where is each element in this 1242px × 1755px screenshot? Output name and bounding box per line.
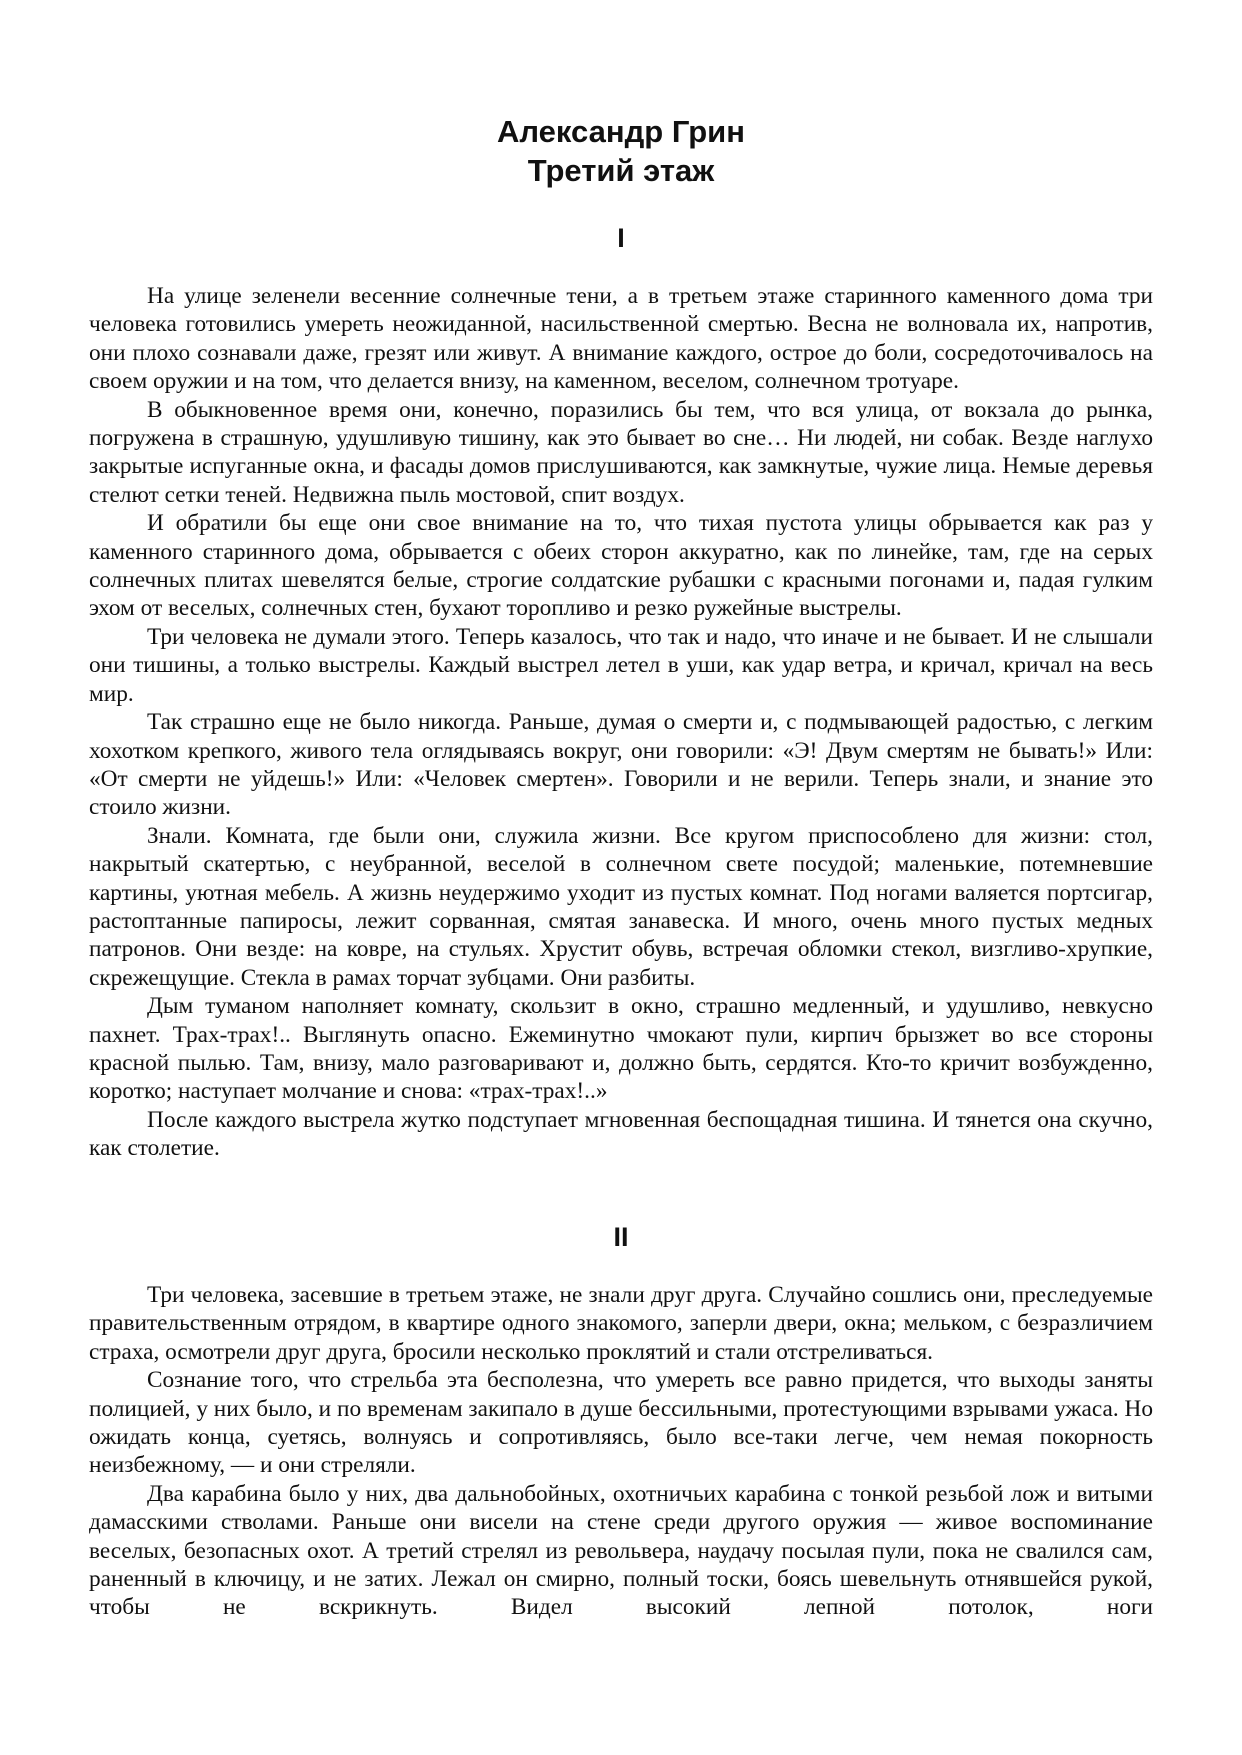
chapter-2-text: [89, 1281, 1153, 1622]
author-name: Александр Грин: [497, 114, 745, 149]
chapter-1-text: [89, 282, 1153, 1163]
work-title: Третий этаж: [527, 153, 715, 188]
paragraph: Так страшно еще не было никогда. Раньше, думая о смерти и, с подмывающей радостью, с легким хохотком крепкого, живого тела оглядываясь вокруг, они говорили: «Э! Двум смертям не бывать!» Или: «От смерти не уйдешь!» Или: «Человек смертен». Говорили и не верили. Теперь знали, и знание это стоило жизни.: [89, 709, 1153, 821]
paragraph: Три человека, засевшие в третьем этаже, не знали друг друга. Случайно сошлись они, преследуемые правительственным отрядом, в квартире одного знакомого, заперли двери, окна; мельком, с безразличием страха, осмотрели друг друга, бросили несколько проклятий и стали отстреливаться.: [89, 1282, 1153, 1365]
paragraph: Знали. Комната, где были они, служила жизни. Все кругом приспособлено для жизни: стол, накрытый скатертью, с неубранной, веселой в солнечном свете посудой; маленькие, потемневшие картины, уютная мебель. А жизнь неудержимо уходит из пустых комнат. Под ногами валяется портсигар, растоптанные папиросы, лежит сорванная, смятая занавеска. И много, очень много пустых медных патронов. Они везде: на ковре, на стульях. Хрустит обувь, встречая обломки стекол, визгливо-хрупкие, скрежещущие. Стекла в рамах торчат зубцами. Они разбиты.: [89, 822, 1153, 991]
paragraph: Три человека не думали этого. Теперь казалось, что так и надо, что иначе и не бывает. И не слышали они тишины, а только выстрелы. Каждый выстрел летел в уши, как удар ветра, и кричал, кричал на весь мир.: [89, 623, 1153, 707]
paragraph: Сознание того, что стрельба эта бесполезна, что умереть все равно придется, что выходы заняты полицией, у них было, и по временам закипало в душе бессильными, протестующими взрывами ужаса. Но ожидать конца, суетясь, волнуясь и сопротивляясь, было все-таки легче, чем немая покорность неизбежному, — и они стреляли.: [89, 1367, 1153, 1479]
paragraph: После каждого выстрела жутко подступает мгновенная беспощадная тишина. И тянется она скучно, как столетие.: [89, 1106, 1153, 1162]
paragraph: И обратили бы еще они свое внимание на то, что тихая пустота улицы обрывается как раз у каменного старинного дома, обрывается с обеих сторон аккуратно, как по линейке, там, где на серых солнечных плитах шевелятся белые, строгие солдатские рубашки с красными погонами и, падая гулким эхом от веселых, солнечных стен, бухают торопливо и резко ружейные выстрелы.: [89, 510, 1153, 622]
paragraph: Два карабина было у них, два дальнобойных, охотничьих карабина с тонкой резьбой лож и витыми дамасскими стволами. Раньше они висели на стене среди другого оружия — живое воспоминание веселых, безопасных охот. А третий стрелял из револьвера, наудачу посылая пули, пока не свалился сам, раненный в ключицу, и не затих. Лежал он смирно, полный тоски, боясь шевельнуть отнявшейся рукой, чтобы не вскрикнуть. Видел высокий лепной потолок, ноги: [89, 1480, 1153, 1621]
paragraph: В обыкновенное время они, конечно, поразились бы тем, что вся улица, от вокзала до рынка, погружена в страшную, удушливую тишину, как это бывает во сне… Ни людей, ни собак. Везде наглухо закрытые испуганные окна, и фасады домов прислушиваются, как замкнутые, чужие лица. Немые деревья стелют сетки теней. Недвижна пыль мостовой, спит воздух.: [89, 396, 1153, 508]
paragraph: На улице зеленели весенние солнечные тени, а в третьем этаже старинного каменного дома три человека готовились умереть неожиданной, насильственной смертью. Весна не волновала их, напротив, они плохо сознавали даже, грезят или живут. А внимание каждого, острое до боли, сосредоточивалось на своем оружии и на том, что делается внизу, на каменном, веселом, солнечном тротуаре.: [89, 283, 1153, 395]
chapter-heading-2: II: [613, 1222, 629, 1252]
chapter-heading-1: I: [617, 223, 625, 253]
paragraph: Дым туманом наполняет комнату, скользит в окно, страшно медленный, и удушливо, невкусно пахнет. Трах-трах!.. Выглянуть опасно. Ежеминутно чмокают пули, кирпич брызжет во все стороны красной пылью. Там, внизу, мало разговаривают и, должно быть, сердятся. Кто-то кричит возбужденно, коротко; наступает молчание и снова: «трах-трах!..»: [89, 993, 1153, 1105]
